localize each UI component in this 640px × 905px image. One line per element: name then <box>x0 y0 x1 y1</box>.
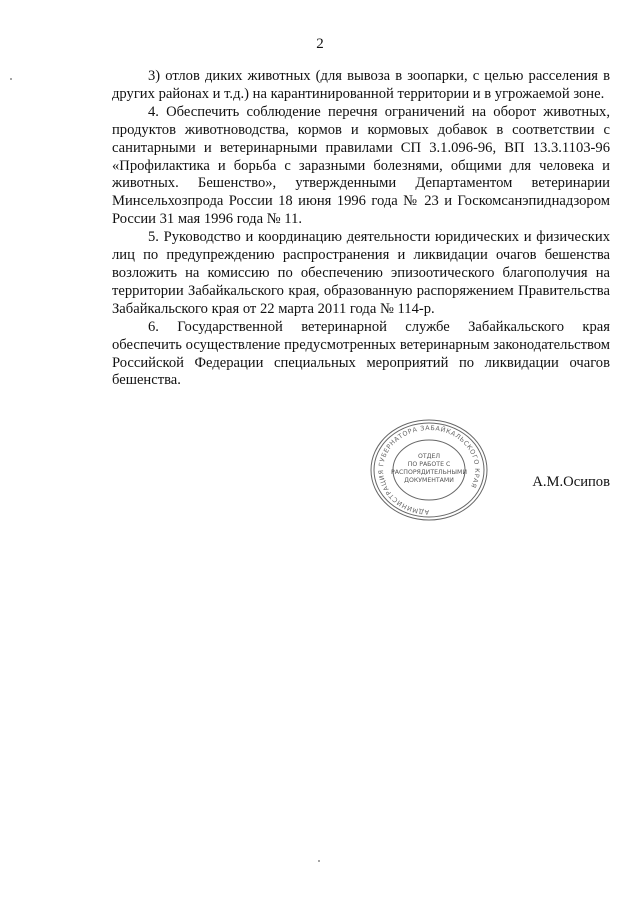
scan-speck <box>318 860 320 862</box>
scan-speck <box>10 78 12 80</box>
stamp-line-4: ДОКУМЕНТАМИ <box>404 477 454 484</box>
document-body <box>112 68 610 390</box>
signature-block <box>360 418 616 522</box>
stamp-line-1: ОТДЕЛ <box>417 453 441 460</box>
paragraph-5: 5. Руководство и координацию деятельности юридических и физических лиц по предупреждению распространения и ликвидации очагов бешенства возложить на комиссию по обеспечению эпизоотического благополучия на территории Забайкальского края, образованную распоряжением Правительства Забайкальского края от 22 марта 2011 года № 114-р. <box>112 229 610 317</box>
page-number: 2 <box>316 36 324 52</box>
official-stamp <box>364 418 494 522</box>
paragraph-4: 4. Обеспечить соблюдение перечня ограничений на оборот животных, продуктов животноводства, кормов и кормовых добавок в соответствии с санитарными и ветеринарными правилами СП 3.1.096-96, ВП 13.3.1103-96 «Профилактика и борьба с заразными болезнями, общими для человека и животных. Бешенство», утвержденными Департаментом ветеринарии Минсельхозпрода России 18 июня 1996 года № 23 и Госкомсанэпиднадзором России 31 мая 1996 года № 11. <box>112 103 610 228</box>
stamp-line-2: ПО РАБОТЕ С <box>407 461 451 468</box>
stamp-ring-text: АДМИНИСТРАЦИЯ ГУБЕРНАТОРА ЗАБАЙКАЛЬСКОГО КРАЯ <box>376 423 482 517</box>
paragraph-6: 6. Государственной ветеринарной службе Забайкальского края обеспечить осуществление предусмотренных ветеринарным законодательством Российской Федерации специальных мероприятий по ликвидации очагов бешенства. <box>112 318 610 389</box>
stamp-line-3: РАСПОРЯДИТЕЛЬНЫМИ <box>391 469 467 476</box>
paragraph-item-3: 3) отлов диких животных (для вывоза в зоопарки, с целью расселения в других районах и т.д.) на карантинированной территории и в угрожаемой зоне. <box>112 68 610 102</box>
signer-name: А.М.Осипов <box>532 474 610 490</box>
